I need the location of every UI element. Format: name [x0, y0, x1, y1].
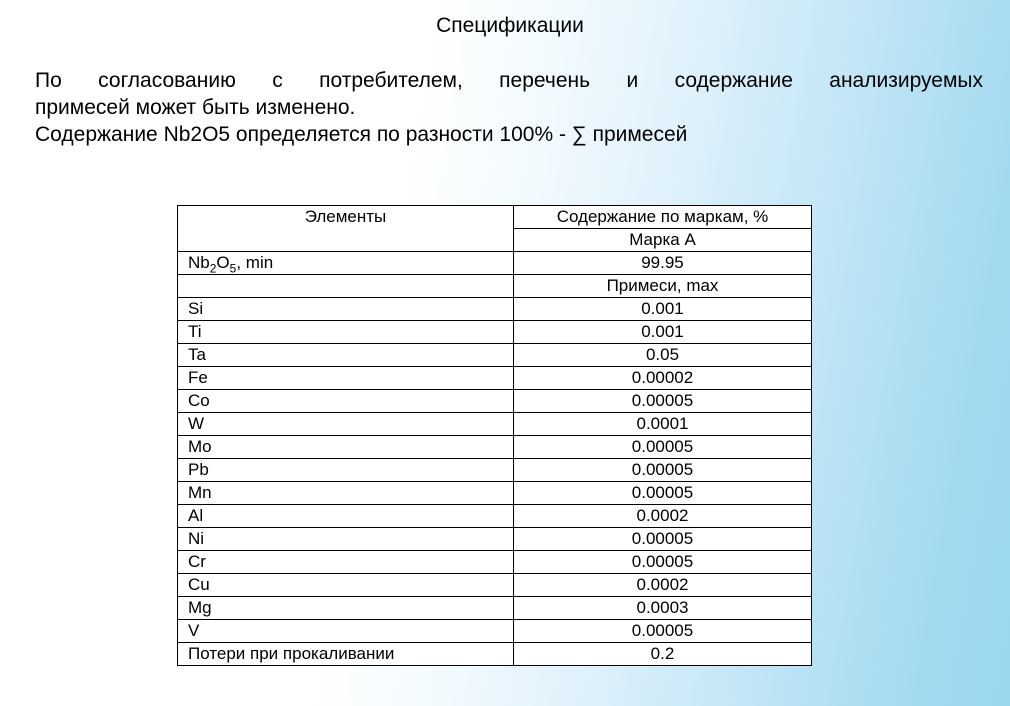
main-label-sub-2: 5	[229, 261, 237, 276]
table-row	[178, 298, 812, 321]
element-value: 0.0003	[514, 597, 812, 620]
element-name: V	[178, 620, 514, 643]
main-compound-value: 99.95	[514, 252, 812, 275]
element-value: 0.00005	[514, 551, 812, 574]
table-header-row	[178, 206, 812, 229]
main-label-prefix: Nb	[188, 253, 210, 272]
element-name: Si	[178, 298, 514, 321]
element-name: Ni	[178, 528, 514, 551]
element-value: 0.00005	[514, 528, 812, 551]
table-row	[178, 482, 812, 505]
intro-paragraph-1-line-2: примесей может быть изменено.	[35, 96, 356, 119]
table-row	[178, 459, 812, 482]
header-content: Содержание по маркам, %	[514, 206, 812, 229]
element-name: Co	[178, 390, 514, 413]
table-row	[178, 344, 812, 367]
element-name: Al	[178, 505, 514, 528]
element-value: 0.05	[514, 344, 812, 367]
element-name: Pb	[178, 459, 514, 482]
element-value: 0.0002	[514, 505, 812, 528]
table-row	[178, 390, 812, 413]
table-row	[178, 321, 812, 344]
header-elements: Элементы	[178, 206, 514, 252]
element-value: 0.00005	[514, 459, 812, 482]
table-row	[178, 528, 812, 551]
table-row	[178, 505, 812, 528]
table-row	[178, 574, 812, 597]
element-value: 0.001	[514, 298, 812, 321]
element-value: 0.00005	[514, 482, 812, 505]
element-value: 0.001	[514, 321, 812, 344]
table-row	[178, 436, 812, 459]
element-name: Ti	[178, 321, 514, 344]
table-impurities-header-row	[178, 275, 812, 298]
intro-text	[35, 67, 983, 148]
specification-table-body	[178, 206, 812, 666]
table-row	[178, 643, 812, 666]
element-name: Потери при прокаливании	[178, 643, 514, 666]
main-label-mid: O	[216, 253, 230, 272]
element-name: W	[178, 413, 514, 436]
element-value: 0.00005	[514, 436, 812, 459]
element-value: 0.00002	[514, 367, 812, 390]
element-name: Mo	[178, 436, 514, 459]
element-name: Mn	[178, 482, 514, 505]
page-title: Спецификации	[436, 14, 584, 37]
table-row	[178, 413, 812, 436]
element-value: 0.0002	[514, 574, 812, 597]
specification-table	[177, 205, 812, 666]
element-name: Cu	[178, 574, 514, 597]
element-name: Mg	[178, 597, 514, 620]
element-value: 0.00005	[514, 620, 812, 643]
element-value: 0.2	[514, 643, 812, 666]
table-row	[178, 367, 812, 390]
table-row	[178, 597, 812, 620]
table-row-main	[178, 252, 812, 275]
intro-paragraph-1-line-1: По согласованию с потребителем, перечень и содержание анализируемых	[35, 69, 983, 92]
impurities-header: Примеси, max	[514, 275, 812, 298]
element-name: Fe	[178, 367, 514, 390]
element-name: Cr	[178, 551, 514, 574]
main-label-sub-1: 2	[209, 261, 217, 276]
table-row	[178, 551, 812, 574]
main-compound-label	[178, 252, 514, 275]
header-grade: Марка А	[514, 229, 812, 252]
impurities-header-empty	[178, 275, 514, 298]
main-label-suffix: , min	[236, 253, 274, 272]
intro-paragraph-1	[35, 67, 983, 121]
element-name: Ta	[178, 344, 514, 367]
element-value: 0.0001	[514, 413, 812, 436]
element-value: 0.00005	[514, 390, 812, 413]
table-row	[178, 620, 812, 643]
intro-paragraph-2: Содержание Nb2O5 определяется по разности 100% - ∑ примесей	[35, 123, 688, 146]
